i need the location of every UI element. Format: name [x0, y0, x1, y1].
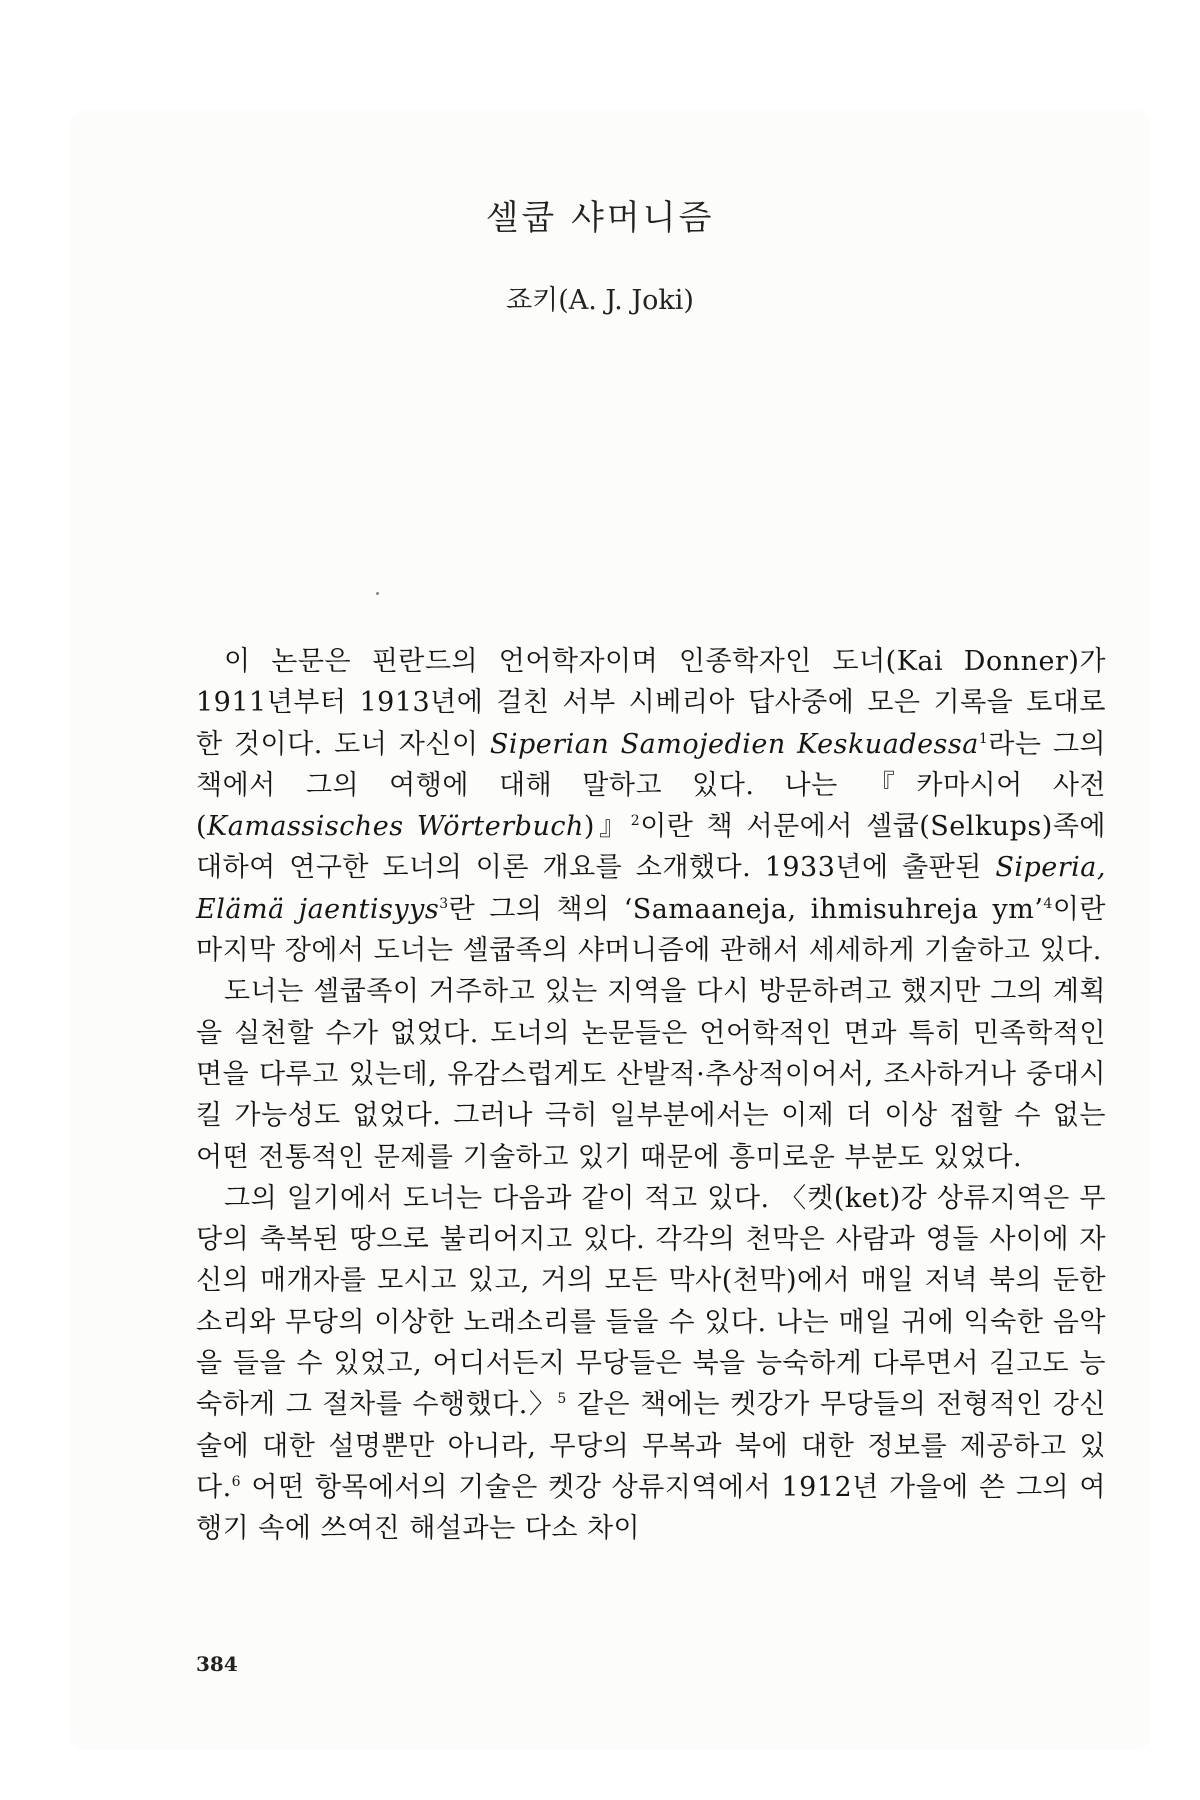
- paragraph-1-text-5: 란 그의 책의 ‘Samaaneja, ihmisuhreja ym’: [448, 893, 1044, 925]
- scan-dot: [376, 592, 379, 595]
- book-title-siperian-samojedien: Siperian Samojedien Keskuadessa: [489, 728, 979, 760]
- paragraph-3-text-1: 그의 일기에서 도너는 다음과 같이 적고 있다. 〈켓(ket)강 상류지역은 무당의 축복된 땅으로 불리어지고 있다. 각각의 천막은 사람과 영들 사이에 자신의 매개자를 모시고 있고, 거의 모든 막사(천막)에서 매일 저녁 북의 둔한 소리와 무당의 이상한 노래소리를 들을 수 있다. 나는 매일 귀에 익숙한 음악을 들을 수 있었고, 어디서든지 무당들은 북을 능숙하게 다루면서 길고도 능숙하게 그 절차를 수행했다.〉: [196, 1182, 1106, 1421]
- paragraph-1-text-2: 라는 그의 책에서 그의 여행에 대해 말하고 있다. 나는 『카마시어 사전(: [196, 728, 1106, 843]
- footnote-ref-1: 1: [978, 730, 989, 747]
- paragraph-1: [196, 641, 1106, 971]
- article-title: 셀쿱 샤머니즘: [485, 198, 715, 238]
- paragraph-3: [196, 1178, 1106, 1550]
- page-number: 384: [196, 1652, 238, 1676]
- paragraph-1-text-4: 이란 책 서문에서 셀쿱(Selkups)족에 대하여 연구한 도너의 이론 개요를 소개했다. 1933년에 출판된: [196, 811, 1106, 884]
- footnote-ref-4: 4: [1043, 895, 1053, 912]
- footnote-ref-3: 3: [439, 895, 449, 912]
- paragraph-1-text-3: )』: [583, 811, 631, 843]
- book-title-siperia-elama: Siperia, Elämä jaentisyys: [196, 852, 1106, 925]
- paragraph-1-text-1: 이 논문은 핀란드의 언어학자이며 인종학자인 도너(Kai Donner)가 1911년부터 1913년에 걸친 서부 시베리아 답사중에 모은 기록을 토대로 한 것이다. 도너 자신이: [196, 646, 1106, 760]
- footnote-ref-6: 6: [231, 1473, 242, 1490]
- footnote-ref-5: 5: [557, 1391, 567, 1408]
- article-body: [196, 641, 1106, 1550]
- paragraph-1-text-6: 이란 마지막 장에서 도너는 셀쿱족의 샤머니즘에 관해서 세세하게 기술하고 있다.: [196, 893, 1106, 967]
- footnote-ref-2: 2: [630, 813, 641, 830]
- article-author: 죠키(A. J. Joki): [506, 285, 694, 316]
- paragraph-3-text-2: 같은 책에는 켓강가 무당들의 전형적인 강신술에 대한 설명뿐만 아니라, 무당의 무복과 북에 대한 정보를 제공하고 있다.: [196, 1389, 1106, 1503]
- paragraph-3-text-3: 어떤 항목에서의 기술은 켓강 상류지역에서 1912년 가을에 쓴 그의 여행기 속에 쓰여진 해설과는 다소 차이: [196, 1471, 1106, 1545]
- paragraph-2: 도너는 셀쿱족이 거주하고 있는 지역을 다시 방문하려고 했지만 그의 계획을 실천할 수가 없었다. 도너의 논문들은 언어학적인 면과 특히 민족학적인 면을 다루고 있는데, 유감스럽게도 산발적·추상적이어서, 조사하거나 중대시킬 가능성도 없었다. 그러나 극히 일부분에서는 이제 더 이상 접할 수 없는 어떤 전통적인 문제를 기술하고 있기 때문에 흥미로운 부분도 있었다.: [196, 976, 1106, 1173]
- book-title-kamassisches: Kamassisches Wörterbuch: [207, 811, 584, 843]
